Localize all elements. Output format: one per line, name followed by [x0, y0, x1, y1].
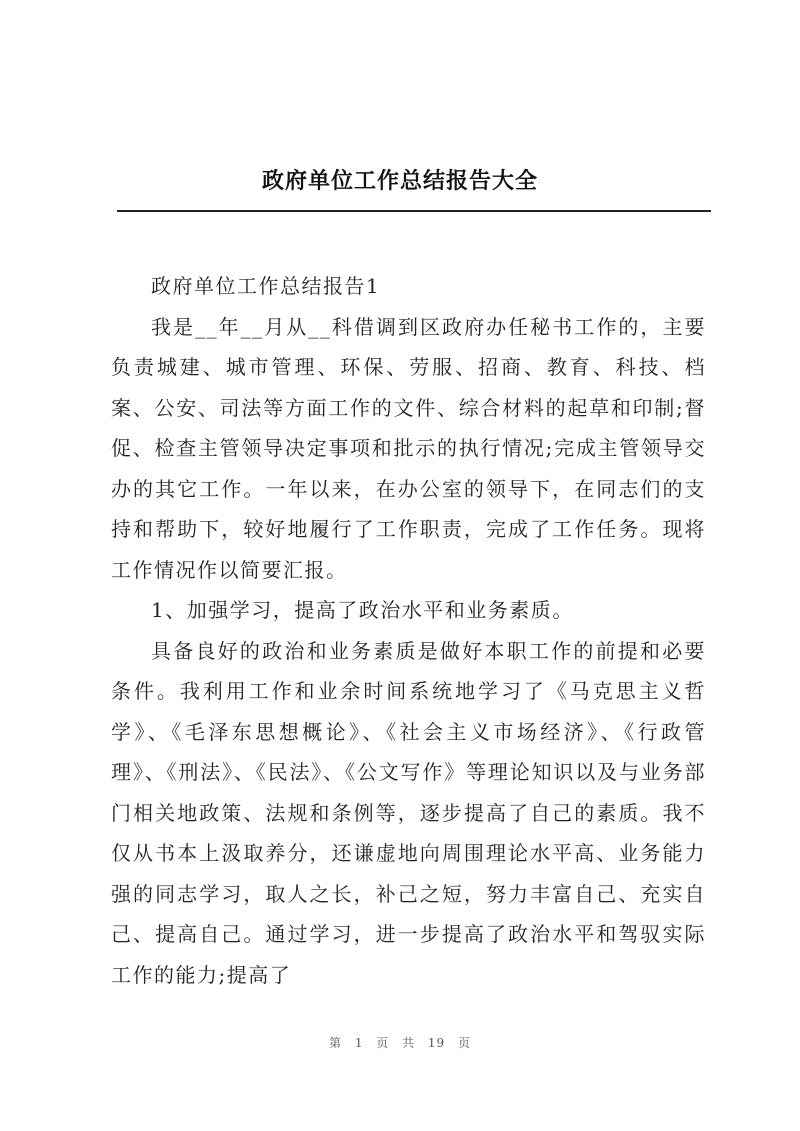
title-divider: [117, 210, 711, 212]
body-paragraph: 具备良好的政治和业务素质是做好本职工作的前提和必要条件。我利用工作和业余时间系统地学习了《马克思主义哲学》、《毛泽东思想概论》、《社会主义市场经济》、《行政管理》、《刑法》、《民法》、《公文写作》等理论知识以及与业务部门相关地政策、法规和条例等，逐步提高了自己的素质。我不仅从书本上汲取养分，还谦虚地向周围理论水平高、业务能力强的同志学习，取人之长，补己之短，努力丰富自己、充实自己、提高自己。通过学习，进一步提高了政治水平和驾驭实际工作的能力;提高了: [111, 638, 706, 987]
subsection-heading: 1、加强学习，提高了政治水平和业务素质。: [151, 598, 574, 622]
document-body: [111, 266, 706, 995]
body-paragraph: 我是__年__月从__科借调到区政府办任秘书工作的，主要负责城建、城市管理、环保、劳服、招商、教育、科技、档案、公安、司法等方面工作的文件、综合材料的起草和印制;督促、检查主管领导决定事项和批示的执行情况;完成主管领导交办的其它工作。一年以来，在办公室的领导下，在同志们的支持和帮助下，较好地履行了工作职责，完成了工作任务。现将工作情况作以简要汇报。: [111, 314, 706, 582]
section-heading: 政府单位工作总结报告1: [151, 274, 381, 298]
document-title: 政府单位工作总结报告大全: [261, 168, 538, 194]
page-footer: 第 1 页 共 19 页: [329, 1036, 471, 1050]
